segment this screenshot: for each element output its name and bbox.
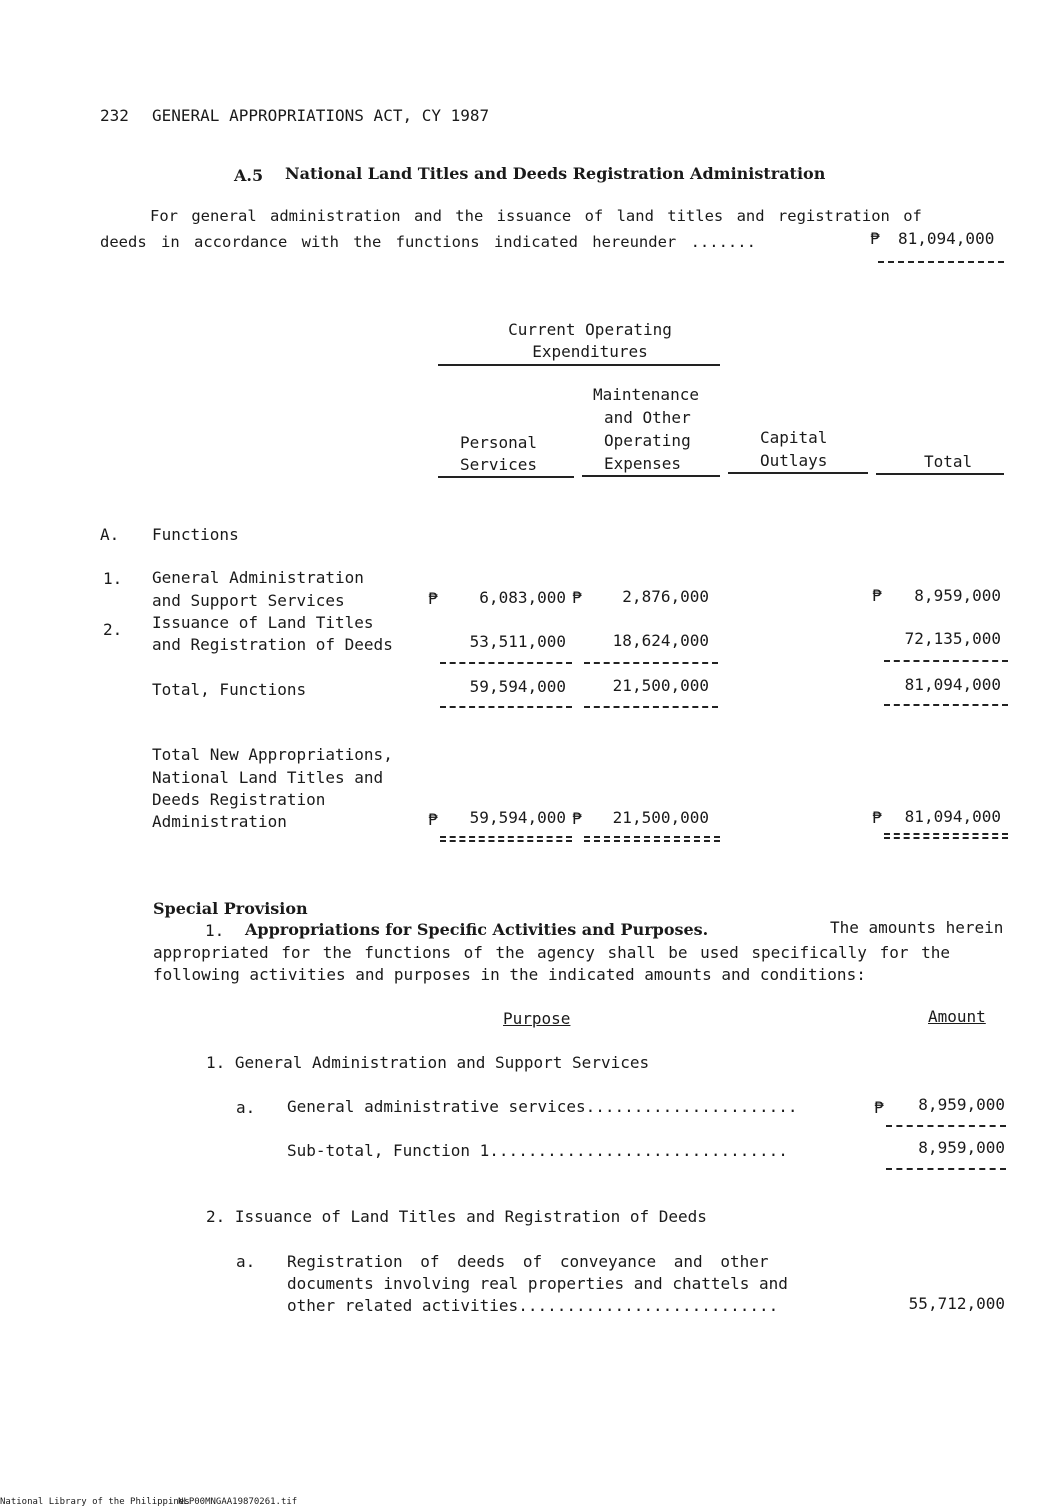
purpose-header: Purpose	[503, 1009, 571, 1028]
amount-header: Amount	[928, 1007, 986, 1026]
col-mooe-rule	[582, 475, 720, 477]
running-title: GENERAL APPROPRIATIONS ACT, CY 1987	[152, 106, 490, 125]
total-rule	[884, 704, 1008, 706]
col-ps-line-1: Personal	[460, 433, 538, 452]
col-ps-rule	[438, 476, 574, 478]
underline	[878, 261, 1004, 263]
peso-sign: ₱	[572, 588, 582, 607]
group-header-line-2: Expenditures	[532, 342, 648, 361]
peso-sign: ₱	[870, 229, 880, 248]
function-2-item-letter: a.	[236, 1252, 256, 1271]
peso-sign: ₱	[872, 808, 882, 827]
function-2-item-amount: 55,712,000	[908, 1294, 1005, 1313]
col-mooe-line-1: Maintenance	[593, 385, 699, 404]
col-co-line-2: Outlays	[760, 451, 828, 470]
peso-sign: ₱	[428, 810, 438, 829]
row-mooe-value: 18,624,000	[612, 631, 709, 650]
page-number: 232	[100, 106, 129, 125]
provision-text-line-2: appropriated for the functions of the agency shall be used specifically for the	[153, 943, 950, 962]
col-co-line-1: Capital	[760, 428, 828, 447]
function-2-item-line-2: documents involving real properties and chattels and	[287, 1274, 788, 1293]
function-1-item-amount: 8,959,000	[918, 1095, 1005, 1114]
peso-sign: ₱	[872, 586, 882, 605]
col-mooe-line-2: and Other	[604, 408, 691, 427]
grand-total-rule	[884, 833, 1008, 839]
function-1-subtotal-amount: 8,959,000	[918, 1138, 1005, 1157]
row-label-line-1: General Administration	[152, 568, 364, 587]
subtotal-rule	[884, 660, 1008, 662]
row-number: 1.	[103, 569, 123, 588]
total-new-label-line-4: Administration	[152, 812, 287, 831]
intro-line-2: deeds in accordance with the functions indicated hereunder .......	[100, 233, 756, 251]
col-mooe-line-3: Operating	[604, 431, 691, 450]
provision-item-title: Appropriations for Specific Activities and Purposes.	[245, 920, 709, 939]
row-total-value: 72,135,000	[904, 629, 1001, 648]
function-1-title: 1. General Administration and Support Services	[206, 1053, 650, 1072]
total-new-ps: 59,594,000	[469, 808, 566, 827]
peso-sign: ₱	[572, 809, 582, 828]
total-rule	[440, 706, 572, 708]
provision-text-line-3: following activities and purposes in the indicated amounts and conditions:	[153, 965, 866, 984]
function-2-title: 2. Issuance of Land Titles and Registration of Deeds	[206, 1207, 707, 1226]
subtotal-rule	[440, 662, 572, 664]
col-total-rule	[876, 473, 1004, 475]
function-1-item-label: General administrative services......................	[287, 1097, 798, 1116]
subtotal-rule	[584, 662, 718, 664]
row-label-line-2: and Support Services	[152, 591, 345, 610]
function-2-item-line-3: other related activities...........................	[287, 1296, 779, 1315]
amount-rule	[886, 1168, 1006, 1170]
row-total-value: 8,959,000	[914, 586, 1001, 605]
total-functions-label: Total, Functions	[152, 680, 307, 699]
footer-file-id: NLP00MNGAA19870261.tif	[178, 1497, 298, 1507]
row-label-line-2: and Registration of Deeds	[152, 635, 393, 654]
total-new-label-line-1: Total New Appropriations,	[152, 745, 393, 764]
total-new-label-line-2: National Land Titles and	[152, 768, 384, 787]
functions-letter: A.	[100, 525, 120, 544]
group-header-line-1: Current Operating	[508, 320, 672, 339]
intro-amount: 81,094,000	[898, 229, 995, 248]
group-header-rule	[438, 364, 720, 366]
row-label-line-1: Issuance of Land Titles	[152, 613, 374, 632]
total-new-label-line-3: Deeds Registration	[152, 790, 326, 809]
function-1-item-letter: a.	[236, 1098, 256, 1117]
total-new-total: 81,094,000	[904, 807, 1001, 826]
total-functions-total: 81,094,000	[904, 675, 1001, 694]
provision-item-number: 1.	[205, 921, 225, 940]
row-ps-value: 6,083,000	[479, 588, 566, 607]
peso-sign: ₱	[428, 589, 438, 608]
total-functions-mooe: 21,500,000	[612, 676, 709, 695]
row-mooe-value: 2,876,000	[622, 587, 709, 606]
function-2-item-line-1: Registration of deeds of conveyance and other	[287, 1252, 769, 1271]
col-ps-line-2: Services	[460, 455, 538, 474]
provision-text-line-1: The amounts herein	[830, 918, 1004, 937]
col-total: Total	[924, 452, 973, 471]
total-functions-ps: 59,594,000	[469, 677, 566, 696]
section-title: National Land Titles and Deeds Registration Administration	[285, 164, 826, 183]
total-new-mooe: 21,500,000	[612, 808, 709, 827]
col-co-rule	[728, 472, 868, 474]
function-1-subtotal-label: Sub-total, Function 1...............................	[287, 1141, 788, 1160]
functions-label: Functions	[152, 525, 239, 544]
grand-total-rule	[440, 836, 572, 842]
peso-sign: ₱	[874, 1098, 884, 1117]
total-rule	[584, 706, 718, 708]
grand-total-rule	[584, 836, 720, 842]
col-mooe-line-4: Expenses	[604, 454, 682, 473]
row-number: 2.	[103, 620, 123, 639]
footer-library: National Library of the Philippines	[0, 1497, 190, 1507]
amount-rule	[886, 1125, 1006, 1127]
intro-line-1: For general administration and the issuance of land titles and registration of	[150, 207, 922, 225]
special-provision-heading: Special Provision	[153, 899, 308, 918]
row-ps-value: 53,511,000	[469, 632, 566, 651]
section-number: A.5	[234, 166, 264, 185]
